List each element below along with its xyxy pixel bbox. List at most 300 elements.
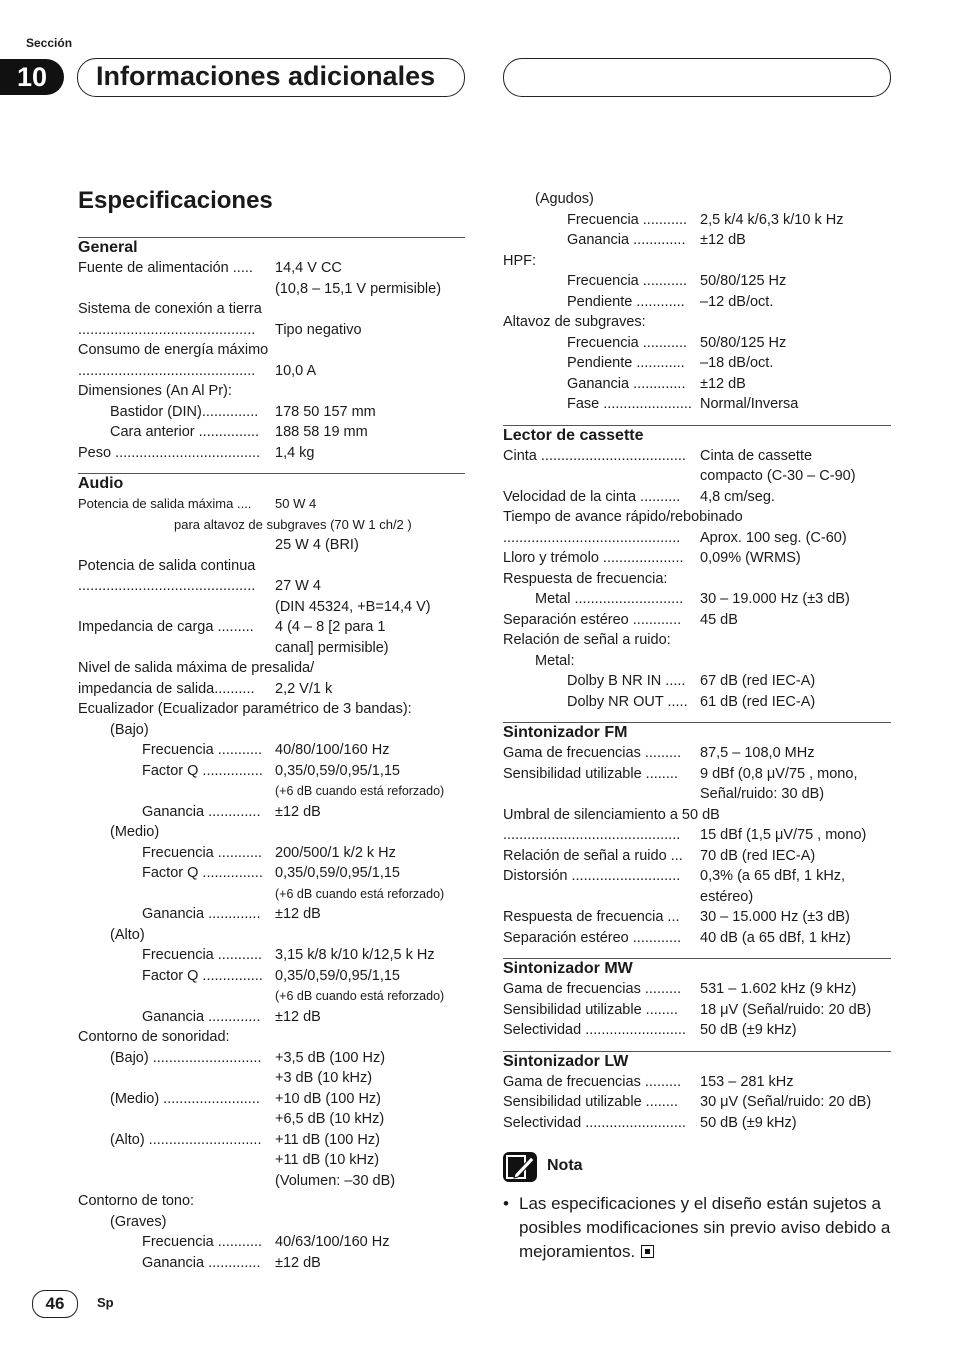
spec-label-text: Peso: [78, 444, 112, 461]
spec-row: [503, 979, 891, 1000]
note-text-content: Las especificaciones y el diseño están sujetos a posibles modificaciones sin previo aviso debido a mejoramientos.: [519, 1194, 891, 1261]
spec-leader-dots: ...........: [213, 844, 263, 861]
spec-row: [503, 589, 891, 610]
spec-label: [503, 610, 681, 631]
section-heading: Sintonizador LW: [503, 1052, 629, 1070]
spec-leader-dots: .............: [629, 375, 686, 392]
spec-row: [78, 1171, 465, 1192]
spec-value: 45 dB: [700, 611, 738, 628]
section-label: Sección: [26, 36, 73, 50]
spec-label-text: Frecuencia: [142, 947, 214, 963]
spec-label-text: Respuesta de frecuencia: [503, 909, 664, 925]
spec-value: 1,4 kg: [275, 444, 315, 461]
spec-row: [78, 843, 465, 864]
section-number-tab: 10: [0, 59, 64, 95]
spec-label-text: Sensibilidad utilizable: [503, 1094, 642, 1110]
spec-label-text: Gama de frecuencias: [503, 981, 641, 997]
spec-row: [503, 825, 891, 846]
spec-row: [503, 487, 891, 508]
spec-row: [78, 1109, 465, 1130]
spec-label: [567, 394, 692, 415]
section-gap: [503, 712, 891, 722]
blank-header-frame: [503, 58, 891, 97]
spec-label-text: Factor Q: [142, 865, 199, 881]
spec-row: [78, 781, 465, 802]
spec-leader-dots: ..........: [636, 488, 681, 505]
spec-label: [503, 764, 678, 785]
spec-value: (+6 dB cuando está reforzado): [275, 989, 445, 1003]
spec-column-left: [78, 237, 465, 1273]
spec-label: [142, 945, 262, 966]
spec-label-text: Ganancia: [567, 232, 630, 248]
spec-value: 18 μV (Señal/ruido: 20 dB): [700, 1001, 872, 1018]
spec-value: ±12 dB: [275, 803, 321, 820]
spec-label-text: (Bajo): [110, 721, 149, 738]
spec-row: [503, 569, 891, 590]
spec-value: 27 W 4: [275, 578, 321, 594]
spec-leader-dots: ............................: [144, 1131, 262, 1148]
spec-label-text: (Medio): [110, 824, 160, 840]
note-bullet: •: [503, 1194, 509, 1213]
spec-row: [78, 904, 465, 925]
spec-row: [78, 740, 465, 761]
spec-label: [110, 1130, 262, 1151]
spec-leader-dots: .............: [629, 232, 686, 248]
note-text: [519, 1192, 894, 1264]
spec-row: [78, 986, 465, 1007]
spec-value: 15 dBf (1,5 μV/75 , mono): [700, 827, 867, 843]
spec-row: [78, 761, 465, 782]
spec-label: [78, 443, 260, 464]
spec-leader-dots: ....................................: [536, 447, 686, 464]
spec-leader-dots: ...........: [638, 273, 688, 289]
spec-row: [78, 258, 465, 279]
spec-label-text: Ganancia: [142, 1254, 205, 1271]
spec-label-text: Fuente de alimentación: [78, 260, 229, 276]
spec-label-text: Frecuencia: [142, 1234, 214, 1250]
section-heading: General: [78, 239, 138, 256]
spec-leader-dots: ...........................: [567, 868, 681, 884]
spec-label-text: Nivel de salida máxima de presalida/: [78, 660, 315, 676]
spec-label-text: (Bajo): [110, 1049, 149, 1066]
spec-row: [503, 251, 891, 272]
section-heading: Lector de cassette: [503, 426, 644, 444]
spec-label-text: Fase: [567, 396, 600, 412]
spec-value: ±12 dB: [275, 906, 321, 922]
spec-label: [142, 1253, 260, 1274]
section-heading: Sintonizador FM: [503, 724, 628, 741]
spec-leader-dots: ............: [632, 293, 685, 310]
spec-leader-dots: ............: [628, 929, 682, 946]
spec-label-text: impedancia de salida: [78, 680, 215, 697]
spec-label: [503, 528, 680, 549]
spec-label-text: Sistema de conexión a tierra: [78, 301, 262, 317]
spec-label-text: Altavoz de subgraves:: [503, 314, 646, 330]
spec-label: [567, 230, 685, 251]
spec-label: [78, 381, 232, 402]
spec-value: 0,09% (WRMS): [700, 550, 801, 566]
spec-label: [78, 556, 255, 577]
spec-label-text: Frecuencia: [142, 742, 214, 758]
spec-value: 25 W 4 (BRI): [275, 537, 359, 553]
spec-row: [503, 1020, 891, 1041]
spec-leader-dots: .........................: [581, 1114, 686, 1131]
spec-label-text: Ganancia: [142, 1008, 205, 1025]
spec-label-text: (Alto): [110, 926, 145, 943]
spec-value: 0,3% (a 65 dBf, 1 kHz,: [700, 868, 846, 884]
spec-row: [78, 658, 465, 679]
spec-label-text: Contorno de sonoridad:: [78, 1029, 230, 1045]
spec-row: [78, 925, 465, 946]
spec-row: [78, 299, 465, 320]
spec-value: ±12 dB: [700, 375, 746, 392]
spec-leader-dots: ........................: [159, 1090, 260, 1107]
spec-leader-dots: ............................................: [503, 827, 681, 843]
spec-leader-dots: .........................: [581, 1022, 686, 1038]
page-title: Especificaciones: [78, 187, 273, 214]
spec-value: 30 – 19.000 Hz (±3 dB): [700, 591, 850, 607]
spec-leader-dots: ...: [666, 847, 683, 864]
spec-row: [503, 374, 891, 395]
spec-leader-dots: .....: [228, 260, 253, 276]
spec-label: [142, 802, 260, 823]
spec-value: Aprox. 100 seg. (C-60): [700, 529, 847, 546]
spec-value: estéreo): [700, 888, 754, 905]
spec-label: [503, 1000, 678, 1021]
spec-label: [78, 299, 262, 320]
spec-label: [110, 1048, 262, 1069]
spec-column-right: [503, 189, 891, 1133]
spec-label-text: Pendiente: [567, 355, 633, 371]
spec-label-text: HPF:: [503, 252, 537, 269]
spec-leader-dots: ...........................: [148, 1049, 262, 1066]
spec-label-text: Factor Q: [142, 762, 199, 779]
spec-value: –18 dB/oct.: [700, 355, 774, 371]
spec-value: 40/80/100/160 Hz: [275, 742, 390, 758]
chapter-title: Informaciones adicionales: [96, 61, 436, 91]
spec-row: [503, 1113, 891, 1134]
spec-label-text: Dolby NR OUT: [567, 693, 664, 710]
spec-label-text: (Medio): [110, 1090, 160, 1107]
spec-label-text: Bastidor (DIN): [110, 403, 202, 420]
note-title: Nota: [547, 1157, 583, 1174]
spec-row: [78, 1212, 465, 1233]
spec-value: 50 dB (±9 kHz): [700, 1114, 797, 1131]
spec-label: [110, 925, 145, 946]
spec-label: [142, 904, 260, 925]
section-gap: [78, 463, 465, 473]
spec-leader-dots: .............: [204, 803, 261, 820]
spec-row: [503, 907, 891, 928]
spec-row: [503, 1000, 891, 1021]
spec-value: (+6 dB cuando está reforzado): [275, 784, 445, 798]
spec-label: [503, 846, 683, 867]
spec-row: [503, 630, 891, 651]
spec-leader-dots: ...........: [213, 742, 263, 758]
spec-row: [78, 720, 465, 741]
spec-row: [78, 699, 465, 720]
spec-row: [503, 333, 891, 354]
spec-row: [503, 353, 891, 374]
spec-row: [78, 638, 465, 659]
spec-label: [174, 515, 412, 536]
spec-value: 14,4 V CC: [275, 260, 342, 276]
spec-label-text: Sensibilidad utilizable: [503, 1001, 642, 1018]
spec-label-text: Gama de frecuencias: [503, 745, 641, 761]
spec-leader-dots: ............: [632, 355, 685, 371]
spec-label: [78, 320, 255, 341]
spec-row: [503, 846, 891, 867]
section-gap: [503, 1041, 891, 1051]
spec-label-text: Relación de señal a ruido: [503, 847, 667, 864]
spec-label: [110, 822, 159, 843]
spec-value: Cinta de cassette: [700, 447, 813, 464]
spec-row: [503, 610, 891, 631]
spec-label-text: Metal: [535, 591, 571, 607]
spec-label-text: Contorno de tono:: [78, 1193, 195, 1209]
spec-row: [78, 443, 465, 464]
spec-label: [567, 210, 687, 231]
spec-leader-dots: ......................: [599, 396, 692, 412]
spec-label: [110, 720, 149, 741]
end-mark-icon: [641, 1245, 654, 1258]
spec-label: [110, 1212, 166, 1233]
spec-row: [78, 945, 465, 966]
spec-leader-dots: ............................................: [503, 529, 681, 546]
spec-value: +10 dB (100 Hz): [275, 1090, 381, 1107]
spec-row: [503, 394, 891, 415]
spec-leader-dots: ........: [641, 1001, 678, 1018]
spec-label-text: Sensibilidad utilizable: [503, 765, 642, 782]
spec-leader-dots: ..............: [201, 403, 259, 420]
spec-row: [503, 1092, 891, 1113]
page-number: 46: [32, 1290, 78, 1318]
spec-label: [503, 743, 681, 764]
section-heading: Audio: [78, 475, 124, 492]
spec-label-text: Separación estéreo: [503, 611, 629, 628]
spec-label: [503, 1020, 686, 1041]
spec-label: [567, 671, 685, 692]
spec-row: [503, 743, 891, 764]
spec-value: (+6 dB cuando está reforzado): [275, 886, 445, 901]
spec-leader-dots: ...: [663, 909, 680, 925]
spec-label-text: Respuesta de frecuencia:: [503, 570, 668, 587]
section-gap: [503, 948, 891, 958]
spec-value: 50/80/125 Hz: [700, 334, 787, 351]
spec-value: Tipo negativo: [275, 321, 362, 338]
spec-label-text: Consumo de energía máximo: [78, 342, 269, 358]
spec-row: [503, 292, 891, 313]
spec-label: [503, 825, 680, 846]
spec-value: –12 dB/oct.: [700, 293, 774, 310]
spec-label: [503, 907, 680, 928]
spec-value: 4,8 cm/seg.: [700, 488, 775, 505]
spec-row: [78, 617, 465, 638]
spec-row: [503, 887, 891, 908]
spec-leader-dots: ....................: [598, 550, 684, 566]
spec-label-text: Potencia de salida continua: [78, 557, 256, 574]
spec-label: [535, 651, 575, 672]
spec-value: 10,0 A: [275, 362, 317, 379]
spec-label: [142, 761, 263, 782]
spec-row: [503, 507, 891, 528]
spec-label: [503, 487, 680, 508]
spec-row: [503, 866, 891, 887]
spec-label-text: Metal:: [535, 652, 575, 669]
spec-label-text: Ganancia: [142, 906, 205, 922]
spec-row: [78, 1007, 465, 1028]
spec-label-text: Pendiente: [567, 293, 633, 310]
spec-label: [142, 740, 262, 761]
spec-label: [567, 333, 687, 354]
spec-row: [78, 679, 465, 700]
spec-value: ±12 dB: [275, 1008, 321, 1025]
spec-leader-dots: .............: [204, 906, 261, 922]
spec-value: 2,2 V/1 k: [275, 680, 333, 697]
spec-row: [78, 576, 465, 597]
spec-label: [78, 576, 255, 597]
spec-label: [503, 805, 720, 826]
spec-value: compacto (C-30 – C-90): [700, 468, 856, 484]
spec-row: [78, 863, 465, 884]
section-heading: Sintonizador MW: [503, 960, 633, 977]
spec-label: [142, 843, 262, 864]
spec-value: 0,35/0,59/0,95/1,15: [275, 865, 400, 881]
spec-label: [503, 928, 681, 949]
spec-label-text: (Alto): [110, 1131, 145, 1148]
spec-label-text: Ganancia: [142, 803, 205, 820]
spec-value: canal] permisible): [275, 639, 389, 656]
spec-label-text: (Graves): [110, 1213, 167, 1230]
spec-label: [503, 548, 684, 569]
spec-row: [78, 279, 465, 300]
spec-label: [142, 863, 263, 884]
spec-value: 2,5 k/4 k/6,3 k/10 k Hz: [700, 211, 844, 228]
spec-value: Normal/Inversa: [700, 396, 799, 412]
spec-value: 3,15 k/8 k/10 k/12,5 k Hz: [275, 947, 435, 963]
spec-leader-dots: .........: [640, 745, 682, 761]
spec-label-text: Selectividad: [503, 1022, 582, 1038]
spec-label: [567, 292, 685, 313]
spec-value: +11 dB (100 Hz): [275, 1131, 380, 1148]
spec-leader-dots: ...............: [198, 967, 263, 984]
spec-label-text: Separación estéreo: [503, 929, 629, 946]
spec-row: [503, 1072, 891, 1093]
spec-row: [503, 764, 891, 785]
spec-row: [78, 515, 465, 536]
spec-label: [110, 1089, 260, 1110]
spec-leader-dots: ....: [233, 496, 252, 511]
spec-value: 531 – 1.602 kHz (9 kHz): [700, 981, 857, 997]
spec-label: [142, 966, 263, 987]
spec-leader-dots: ..........: [214, 680, 255, 697]
spec-label: [503, 1113, 686, 1134]
section-gap: [503, 415, 891, 425]
spec-row: [78, 422, 465, 443]
spec-leader-dots: ............: [628, 611, 682, 628]
spec-leader-dots: ...........: [638, 334, 688, 351]
spec-value: 30 μV (Señal/ruido: 20 dB): [700, 1094, 872, 1110]
spec-row: [503, 230, 891, 251]
spec-label-text: Umbral de silenciamiento a 50 dB: [503, 806, 720, 823]
spec-row: [78, 1191, 465, 1212]
spec-label: [503, 507, 743, 528]
spec-label: [535, 189, 594, 210]
spec-row: [78, 1150, 465, 1171]
spec-value: 70 dB (red IEC-A): [700, 847, 816, 864]
spec-row: [78, 822, 465, 843]
spec-value: +3,5 dB (100 Hz): [275, 1049, 386, 1066]
spec-row: [503, 210, 891, 231]
spec-value: 30 – 15.000 Hz (±3 dB): [700, 909, 850, 925]
spec-row: [503, 928, 891, 949]
spec-label: [503, 446, 686, 467]
spec-label: [503, 630, 671, 651]
spec-row: [78, 1089, 465, 1110]
spec-label-text: Frecuencia: [142, 844, 214, 861]
spec-label-text: Distorsión: [503, 868, 568, 884]
spec-value: 50 dB (±9 kHz): [700, 1022, 797, 1038]
spec-row: [78, 361, 465, 382]
spec-value: 0,35/0,59/0,95/1,15: [275, 967, 400, 984]
spec-label: [503, 866, 680, 887]
spec-label: [78, 258, 253, 279]
spec-label: [78, 1027, 230, 1048]
spec-row: [78, 340, 465, 361]
spec-label-text: Dolby B NR IN: [567, 673, 662, 689]
spec-value: 40 dB (a 65 dBf, 1 kHz): [700, 929, 851, 946]
language-label: Sp: [97, 1295, 114, 1310]
spec-label-text: Impedancia de carga: [78, 619, 214, 635]
spec-label-text: Frecuencia: [567, 211, 639, 228]
spec-value: ±12 dB: [700, 232, 746, 248]
spec-row: [503, 189, 891, 210]
spec-label: [110, 422, 259, 443]
spec-value: +11 dB (10 kHz): [275, 1152, 380, 1168]
spec-leader-dots: ............................................: [78, 362, 256, 379]
spec-value: 178 50 157 mm: [275, 403, 376, 420]
spec-row: [78, 556, 465, 577]
spec-row: [503, 446, 891, 467]
spec-row: [78, 1068, 465, 1089]
spec-label: [503, 1092, 678, 1113]
spec-row: [503, 271, 891, 292]
spec-label: [567, 374, 685, 395]
spec-row: [503, 692, 891, 713]
spec-row: [503, 805, 891, 826]
spec-value: (DIN 45324, +B=14,4 V): [275, 598, 431, 615]
spec-label-text: Cara anterior: [110, 424, 195, 440]
spec-label: [78, 699, 412, 720]
spec-leader-dots: ........: [641, 765, 678, 782]
spec-label: [78, 361, 255, 382]
spec-label: [142, 1007, 260, 1028]
spec-label-text: Velocidad de la cinta: [503, 488, 637, 505]
spec-value: 67 dB (red IEC-A): [700, 673, 816, 689]
spec-value: 200/500/1 k/2 k Hz: [275, 844, 396, 861]
spec-label: [78, 1191, 194, 1212]
spec-leader-dots: ....................................: [111, 444, 261, 461]
spec-leader-dots: .....: [661, 673, 686, 689]
spec-leader-dots: ............................................: [78, 578, 256, 594]
spec-row: [78, 884, 465, 905]
spec-label: [503, 979, 681, 1000]
spec-row: [503, 466, 891, 487]
spec-leader-dots: ...............: [198, 865, 263, 881]
spec-label: [78, 617, 254, 638]
spec-label: [503, 312, 646, 333]
spec-label-text: Frecuencia: [567, 334, 639, 351]
